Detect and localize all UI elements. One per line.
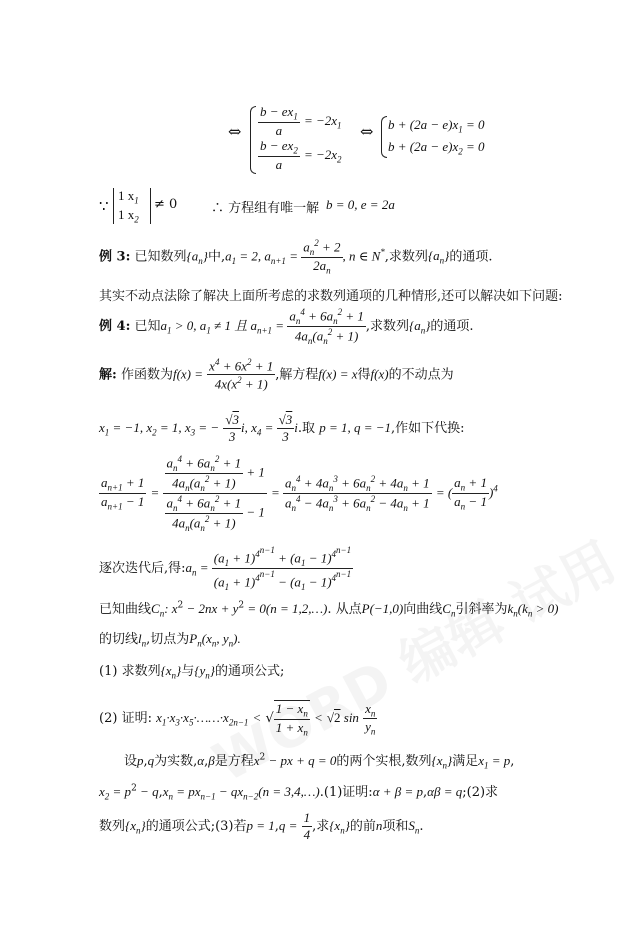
problem-5-line2: $x_2 = p^2 - q,x_n = px_{n-1} - qx_{n-2}(n$ = 3,4,…).(1)证明:α + β = p,αβ = q;(2)求	[99, 783, 499, 802]
intro-paragraph: 其实不动点法除了解决上面所考虑的求数列通项的几种情形,还可以解决如下问题:	[99, 289, 563, 304]
because-symbol: ∵	[99, 197, 109, 215]
substitution-equation: $\frac{a_{n+1} + 1}{a_{n+1} - 1}$ = $\frac{a_n^4 + 6a_n^2 + 1}{4a_n(a_n^2 + 1)}$ + 1 $\frac{a_n^4 + 6a_n^2 + 1}{4a_n(a_n^2 + 1)}$ − 1 = $\frac{a_n^4 + 4a_n^3 + 6a_n^2 + 4a_n + 1}{a_n^4 - 4a_n^3 + 6a_n^2 - 4a_n + 1}$ = ( $\frac{a_n + 1}{a_n - 1}$ )$^4$	[101, 454, 498, 533]
det-row-2: 1 $x_2$	[118, 207, 139, 225]
system-eq1: $\frac{b - ex_1}{a}$ = $-2x_1$	[260, 104, 342, 138]
equivalence-arrow-2: ⇔	[360, 122, 374, 141]
left-brace	[250, 106, 256, 174]
example-4: 例 4: 已知$a_1 > 0$, $a_1 \ne 1$ 且 $a_{n+1}$ = $\frac{a_n^4 + 6a_n^2 + 1}{4a_n(a_n^2 + 1)}$ ,求数列$\{a_n\}$的通项.	[99, 307, 474, 346]
problem-5-line1: 设p,q为实数,α,β是方程$x^2$ − px + q = 0的两个实根,数列$\{x_n\}$满足$x_1 = p$,	[124, 752, 515, 771]
fixed-points-line: $x_1 = -1$, $x_2 = 1$, $x_3$ = − $\frac{√3}{3}$ i, $x_4$ = $\frac{√3}{3}$ i.取 p = 1, q = −1,作如下代换:	[99, 412, 465, 444]
solution-intro: 解: 作函数为f(x) = $\frac{x^4 + 6x^2 + 1}{4x(x^2 + 1)}$ ,解方程f(x) = x得f(x)的不动点为	[99, 357, 454, 392]
system2-eq1: $b + (2a - e)x_1 = 0$	[388, 117, 485, 135]
question-1: (1) 求数列$\{x_n\}$与$\{y_n\}$的通项公式;	[99, 663, 285, 681]
iteration-result: 逐次迭代后,得$:a_n$ = $\frac{(a_1 + 1)^{4^{n-1}} + (a_1 - 1)^{4^{n-1}}}{(a_1 + 1)^{4^{n-1}} - (a_1 - 1)^{4^{n-1}}}$	[99, 545, 352, 592]
det-row-1: 1 $x_1$	[118, 188, 139, 206]
example-4-label: 例 4:	[99, 318, 131, 334]
example-3-label: 例 3:	[99, 249, 131, 265]
solution-label: 解:	[99, 367, 117, 383]
curve-problem-line1: 已知曲线$C_n$: $x^2 - 2nx + y^2 = 0(n$ = 1,2,…). 从点P(−1,0)向曲线$C_n$引斜率为$k_n(k_n > 0)$	[99, 600, 559, 619]
equivalence-arrow: ⇔	[228, 122, 242, 141]
example-3: 例 3: 已知数列$\{a_n\}$中$,a_1 = 2$, $a_{n+1}$ = $\frac{a_n^2 + 2}{2a_n}$ , n ∈ N*,求数列$\{a_n\}$的通项.	[99, 238, 493, 276]
system-eq2: $\frac{b - ex_2}{a}$ = $-2x_2$	[260, 138, 342, 172]
problem-5-line3: 数列$\{x_n\}$的通项公式;(3)若p = 1,q = $\frac{1}{4}$ ,求$\{x_n\}$的前n项和$S_n$.	[99, 810, 424, 842]
therefore-text: ∴ 方程组有唯一解	[211, 201, 320, 216]
solution: b = 0, e = 2a	[326, 197, 395, 212]
system2-eq2: $b + (2a - e)x_2 = 0$	[388, 139, 485, 157]
question-2: (2) 证明: $x_1\cdot x_3\cdot x_5\cdot\dots\dots\cdot x_{2n-1}$ < √ $\frac{1 - x_n}{1 + x_n}$ < √2 sin $\frac{x_n}{y_n}$	[99, 700, 376, 738]
det-neq: ≠ 0	[154, 197, 178, 212]
curve-problem-line2: 的切线$l_n$,切点为$P_n(x_n$, $y_n$).	[99, 631, 241, 649]
left-brace-2	[381, 116, 387, 158]
det-bar-right	[150, 188, 151, 224]
det-bar-left	[113, 188, 114, 224]
